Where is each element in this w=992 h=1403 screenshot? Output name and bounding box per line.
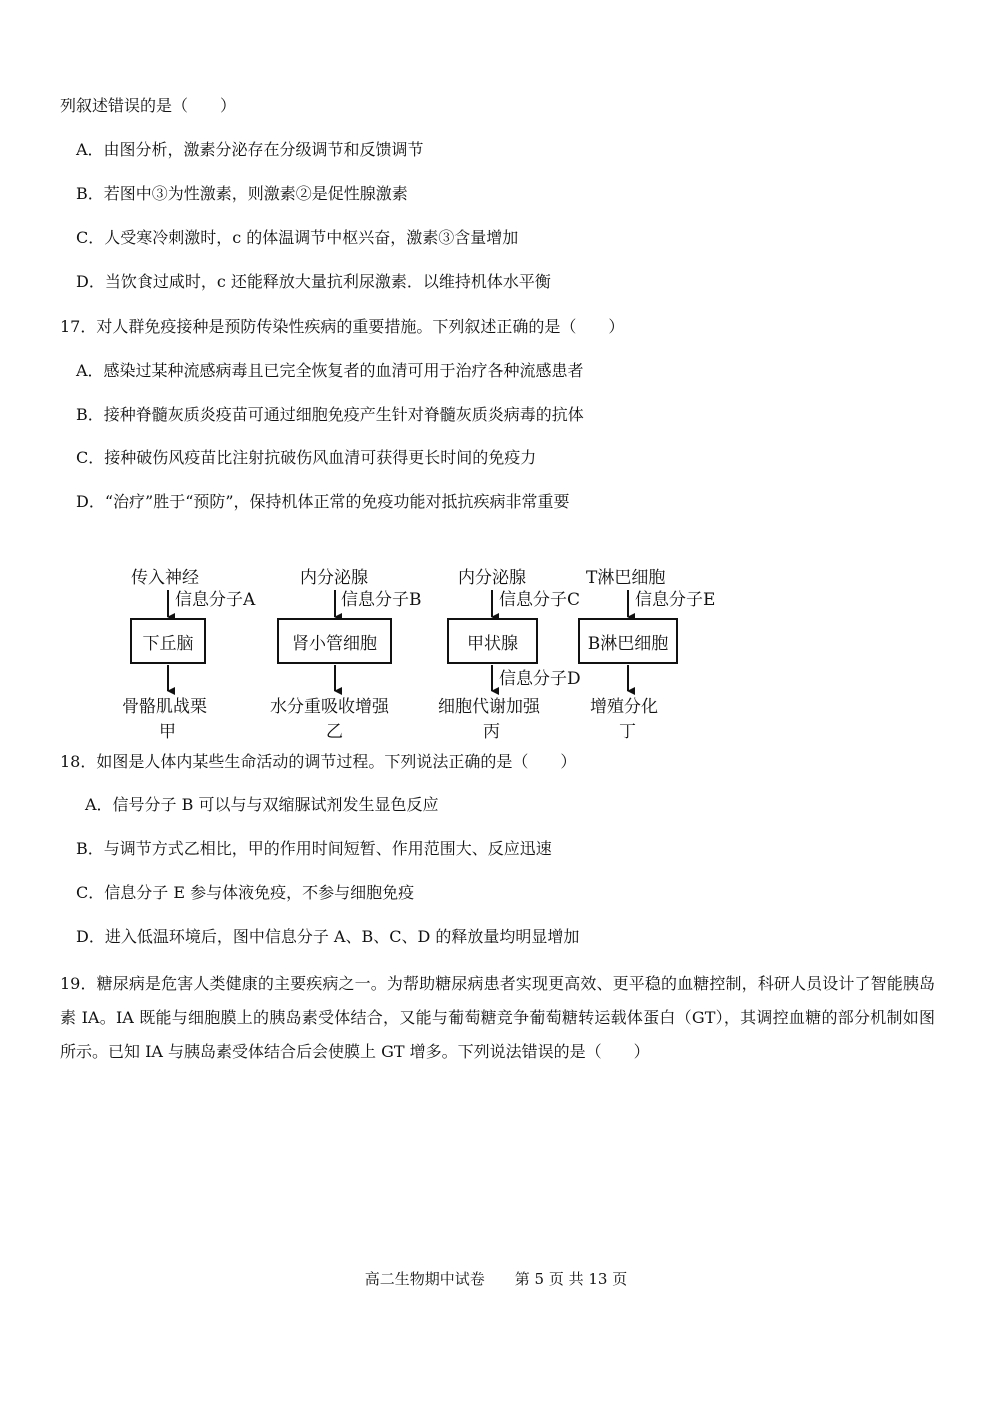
- q16-option-b: B．若图中③为性激素，则激素②是促性腺激素: [76, 184, 408, 203]
- signal-d: 信息分子D: [499, 669, 581, 689]
- box-hypothalamus: 下丘脑: [130, 618, 206, 664]
- q17-option-b: B．接种脊髓灰质炎疫苗可通过细胞免疫产生针对脊髓灰质炎病毒的抗体: [76, 405, 584, 424]
- box-thyroid: 甲状腺: [447, 618, 538, 664]
- result-e: 增殖分化: [590, 697, 658, 717]
- source-t-lymphocyte: T淋巴细胞: [586, 568, 666, 588]
- q16-option-d: D．当饮食过咸时，c 还能释放大量抗利尿激素．以维持机体水平衡: [76, 272, 551, 291]
- q18-option-b: B．与调节方式乙相比，甲的作用时间短暂、作用范围大、反应迅速: [76, 839, 552, 858]
- q16-option-c: C．人受寒冷刺激时，c 的体温调节中枢兴奋，激素③含量增加: [76, 228, 519, 247]
- result-b: 水分重吸收增强: [270, 697, 389, 717]
- q16-stem: 列叙述错误的是（ ）: [60, 96, 237, 115]
- q18-stem: 18．如图是人体内某些生命活动的调节过程。下列说法正确的是（ ）: [60, 752, 577, 771]
- label-ding: 丁: [619, 722, 636, 742]
- q19-text: 19．糖尿病是危害人类健康的主要疾病之一。为帮助糖尿病患者实现更高效、更平稳的血糖控制，科研人员设计了智能胰岛素 IA。IA 既能与细胞膜上的胰岛素受体结合，又能与葡萄糖竞争葡萄糖转运载体蛋白（GT），其调控血糖的部分机制如图所示。已知 IA 与胰岛素受体结合后会使膜上 GT 增多。下列说法错误的是（ ）: [60, 974, 935, 1061]
- q18-option-a: A．信号分子 B 可以与与双缩脲试剂发生显色反应: [85, 795, 439, 814]
- box-b-lymphocyte: B淋巴细胞: [578, 618, 678, 664]
- signal-b: 信息分子B: [341, 590, 422, 610]
- q16-option-a: A．由图分析，激素分泌存在分级调节和反馈调节: [76, 140, 424, 159]
- q18-option-c: C．信息分子 E 参与体液免疫，不参与细胞免疫: [76, 883, 415, 902]
- q18-option-d: D．进入低温环境后，图中信息分子 A、B、C、D 的释放量均明显增加: [76, 927, 580, 946]
- source-endocrine-1: 内分泌腺: [300, 568, 368, 588]
- label-jia: 甲: [159, 722, 176, 742]
- source-endocrine-2: 内分泌腺: [458, 568, 526, 588]
- source-afferent-nerve: 传入神经: [131, 568, 199, 588]
- label-yi: 乙: [326, 722, 343, 742]
- signal-c: 信息分子C: [499, 590, 581, 610]
- result-a: 骨骼肌战栗: [122, 697, 207, 717]
- q17-stem: 17．对人群免疫接种是预防传染性疾病的重要措施。下列叙述正确的是（ ）: [60, 317, 625, 336]
- label-bing: 丙: [483, 722, 500, 742]
- page-footer: 高二生物期中试卷 第 5 页 共 13 页: [364, 1270, 628, 1288]
- signal-a: 信息分子A: [175, 590, 256, 610]
- signal-e: 信息分子E: [635, 590, 716, 610]
- q17-option-c: C．接种破伤风疫苗比注射抗破伤风血清可获得更长时间的免疫力: [76, 448, 537, 467]
- result-c: 细胞代谢加强: [438, 697, 540, 717]
- q17-option-a: A．感染过某种流感病毒且已完全恢复者的血清可用于治疗各种流感患者: [76, 361, 584, 380]
- q17-option-d: D．“治疗”胜于“预防”，保持机体正常的免疫功能对抵抗疾病非常重要: [76, 492, 570, 511]
- box-renal-tubule-cell: 肾小管细胞: [277, 618, 392, 664]
